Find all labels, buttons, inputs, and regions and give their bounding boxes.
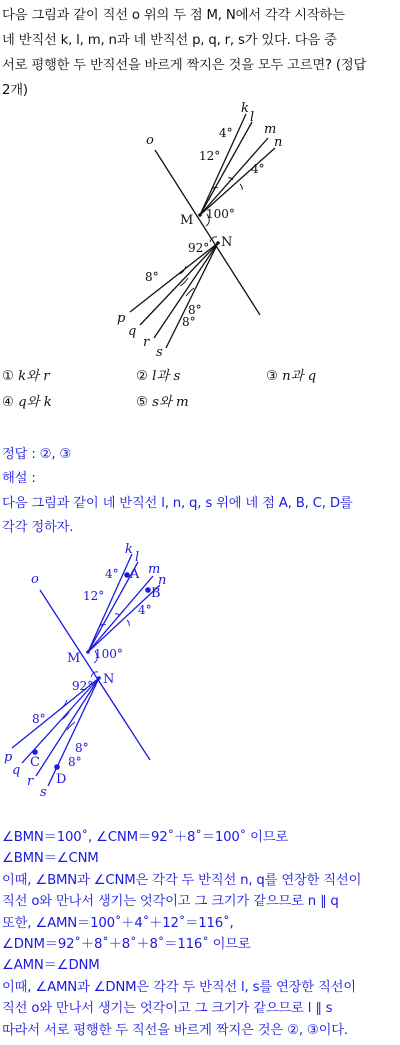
- question-line-3: 서로 평행한 두 반직선을 바르게 짝지은 것을 모두 고르면? (정답: [2, 58, 367, 73]
- solution-line-3: 이때, ∠BMN과 ∠CNM은 각각 두 반직선 n, q를 연장한 직선이: [2, 872, 362, 888]
- label-N: N: [103, 672, 115, 687]
- label-l: l: [135, 550, 140, 565]
- label-k: k: [241, 101, 249, 116]
- angle-8-b: 8°: [75, 741, 89, 755]
- label-B: B: [151, 586, 161, 601]
- angle-8-c: 8°: [182, 315, 196, 329]
- point-D: [54, 764, 60, 770]
- label-n: n: [274, 135, 283, 150]
- answer-options: [2, 365, 398, 415]
- answer-label: 정답 : ②, ③: [2, 447, 72, 462]
- ray-q: [140, 243, 218, 325]
- angle-100: 100°: [206, 207, 235, 221]
- angle-8-a: 8°: [32, 712, 46, 726]
- option-5[interactable]: ⑤ s와 m: [136, 395, 189, 410]
- ray-s: [166, 243, 218, 348]
- label-l: l: [250, 110, 255, 125]
- label-N: N: [221, 235, 233, 250]
- label-s: s: [156, 345, 163, 360]
- ray-s: [48, 678, 99, 786]
- solution-line-10: 따라서 서로 평행한 두 직선을 바르게 짝지은 것은 ②, ③이다.: [2, 1022, 348, 1038]
- angle-8-b: 8°: [188, 303, 202, 317]
- solution-line-5: 또한, ∠AMN＝100˚＋4˚＋12˚＝116˚,: [2, 915, 234, 931]
- label-q: q: [128, 324, 137, 339]
- label-p: p: [117, 311, 126, 326]
- solution-line-4: 직선 o와 만나서 생기는 엇각이고 그 크기가 같으므로 n ∥ q: [2, 894, 339, 910]
- label-A: A: [130, 567, 140, 582]
- label-M: M: [67, 651, 81, 666]
- figure-2-diagram: [0, 540, 400, 810]
- label-M: M: [180, 213, 194, 228]
- option-1[interactable]: ① k와 r: [2, 369, 50, 384]
- option-2[interactable]: ② l과 s: [136, 369, 181, 384]
- explain-label: 해설 :: [2, 471, 36, 486]
- explain-line-2: 각각 정하자.: [2, 520, 74, 535]
- label-m: m: [148, 562, 161, 577]
- angle-8-a: 8°: [145, 270, 159, 284]
- label-r: r: [27, 774, 34, 789]
- solution-line-2: ∠BMN＝∠CNM: [2, 851, 99, 867]
- figure-1-diagram: [0, 100, 400, 360]
- label-q: q: [12, 763, 21, 778]
- label-D: D: [56, 772, 67, 787]
- point-C: [32, 749, 38, 755]
- option-3[interactable]: ③ n과 q: [266, 369, 317, 384]
- label-C: C: [30, 755, 40, 770]
- label-s: s: [40, 785, 47, 800]
- question-line-2: 네 반직선 k, l, m, n과 네 반직선 p, q, r, s가 있다. 다음 중: [2, 33, 337, 48]
- solution-line-9: 직선 o와 만나서 생기는 엇각이고 그 크기가 같으므로 l ∥ s: [2, 1001, 333, 1017]
- point-B: [145, 587, 151, 593]
- angle-100: 100°: [94, 647, 123, 661]
- label-k: k: [125, 542, 133, 557]
- solution-line-6: ∠DNM＝92˚＋8˚＋8˚＋8˚＝116˚ 이므로: [2, 937, 251, 952]
- angle-4-mid: 4°: [251, 162, 265, 176]
- label-n: n: [158, 573, 167, 588]
- angle-4-top: 4°: [219, 126, 233, 140]
- option-4[interactable]: ④ q와 k: [2, 395, 52, 410]
- question-line-4: 2개): [2, 83, 28, 98]
- angle-92: 92°: [72, 679, 94, 693]
- label-r: r: [143, 335, 150, 350]
- solution-line-8: 이때, ∠AMN과 ∠DNM은 각각 두 반직선 l, s를 연장한 직선이: [2, 979, 356, 995]
- line-o: [40, 590, 150, 760]
- angle-4-top: 4°: [105, 567, 119, 581]
- explain-line-1: 다음 그림과 같이 네 반직선 l, n, q, s 위에 네 점 A, B, C, D를: [2, 496, 353, 511]
- point-A: [124, 572, 130, 578]
- angle-12: 12°: [83, 589, 105, 603]
- label-o: o: [31, 572, 39, 587]
- solution-line-1: ∠BMN＝100˚, ∠CNM＝92˚＋8˚＝100˚ 이므로: [2, 830, 289, 845]
- angle-12: 12°: [199, 149, 221, 163]
- label-o: o: [146, 133, 154, 148]
- label-p: p: [4, 750, 13, 765]
- solution-line-7: ∠AMN＝∠DNM: [2, 958, 100, 974]
- angle-8-c: 8°: [68, 755, 82, 769]
- label-m: m: [264, 122, 277, 137]
- angle-4-mid: 4°: [138, 603, 152, 617]
- angle-92: 92°: [188, 241, 210, 255]
- question-line-1: 다음 그림과 같이 직선 o 위의 두 점 M, N에서 각각 시작하는: [2, 8, 345, 23]
